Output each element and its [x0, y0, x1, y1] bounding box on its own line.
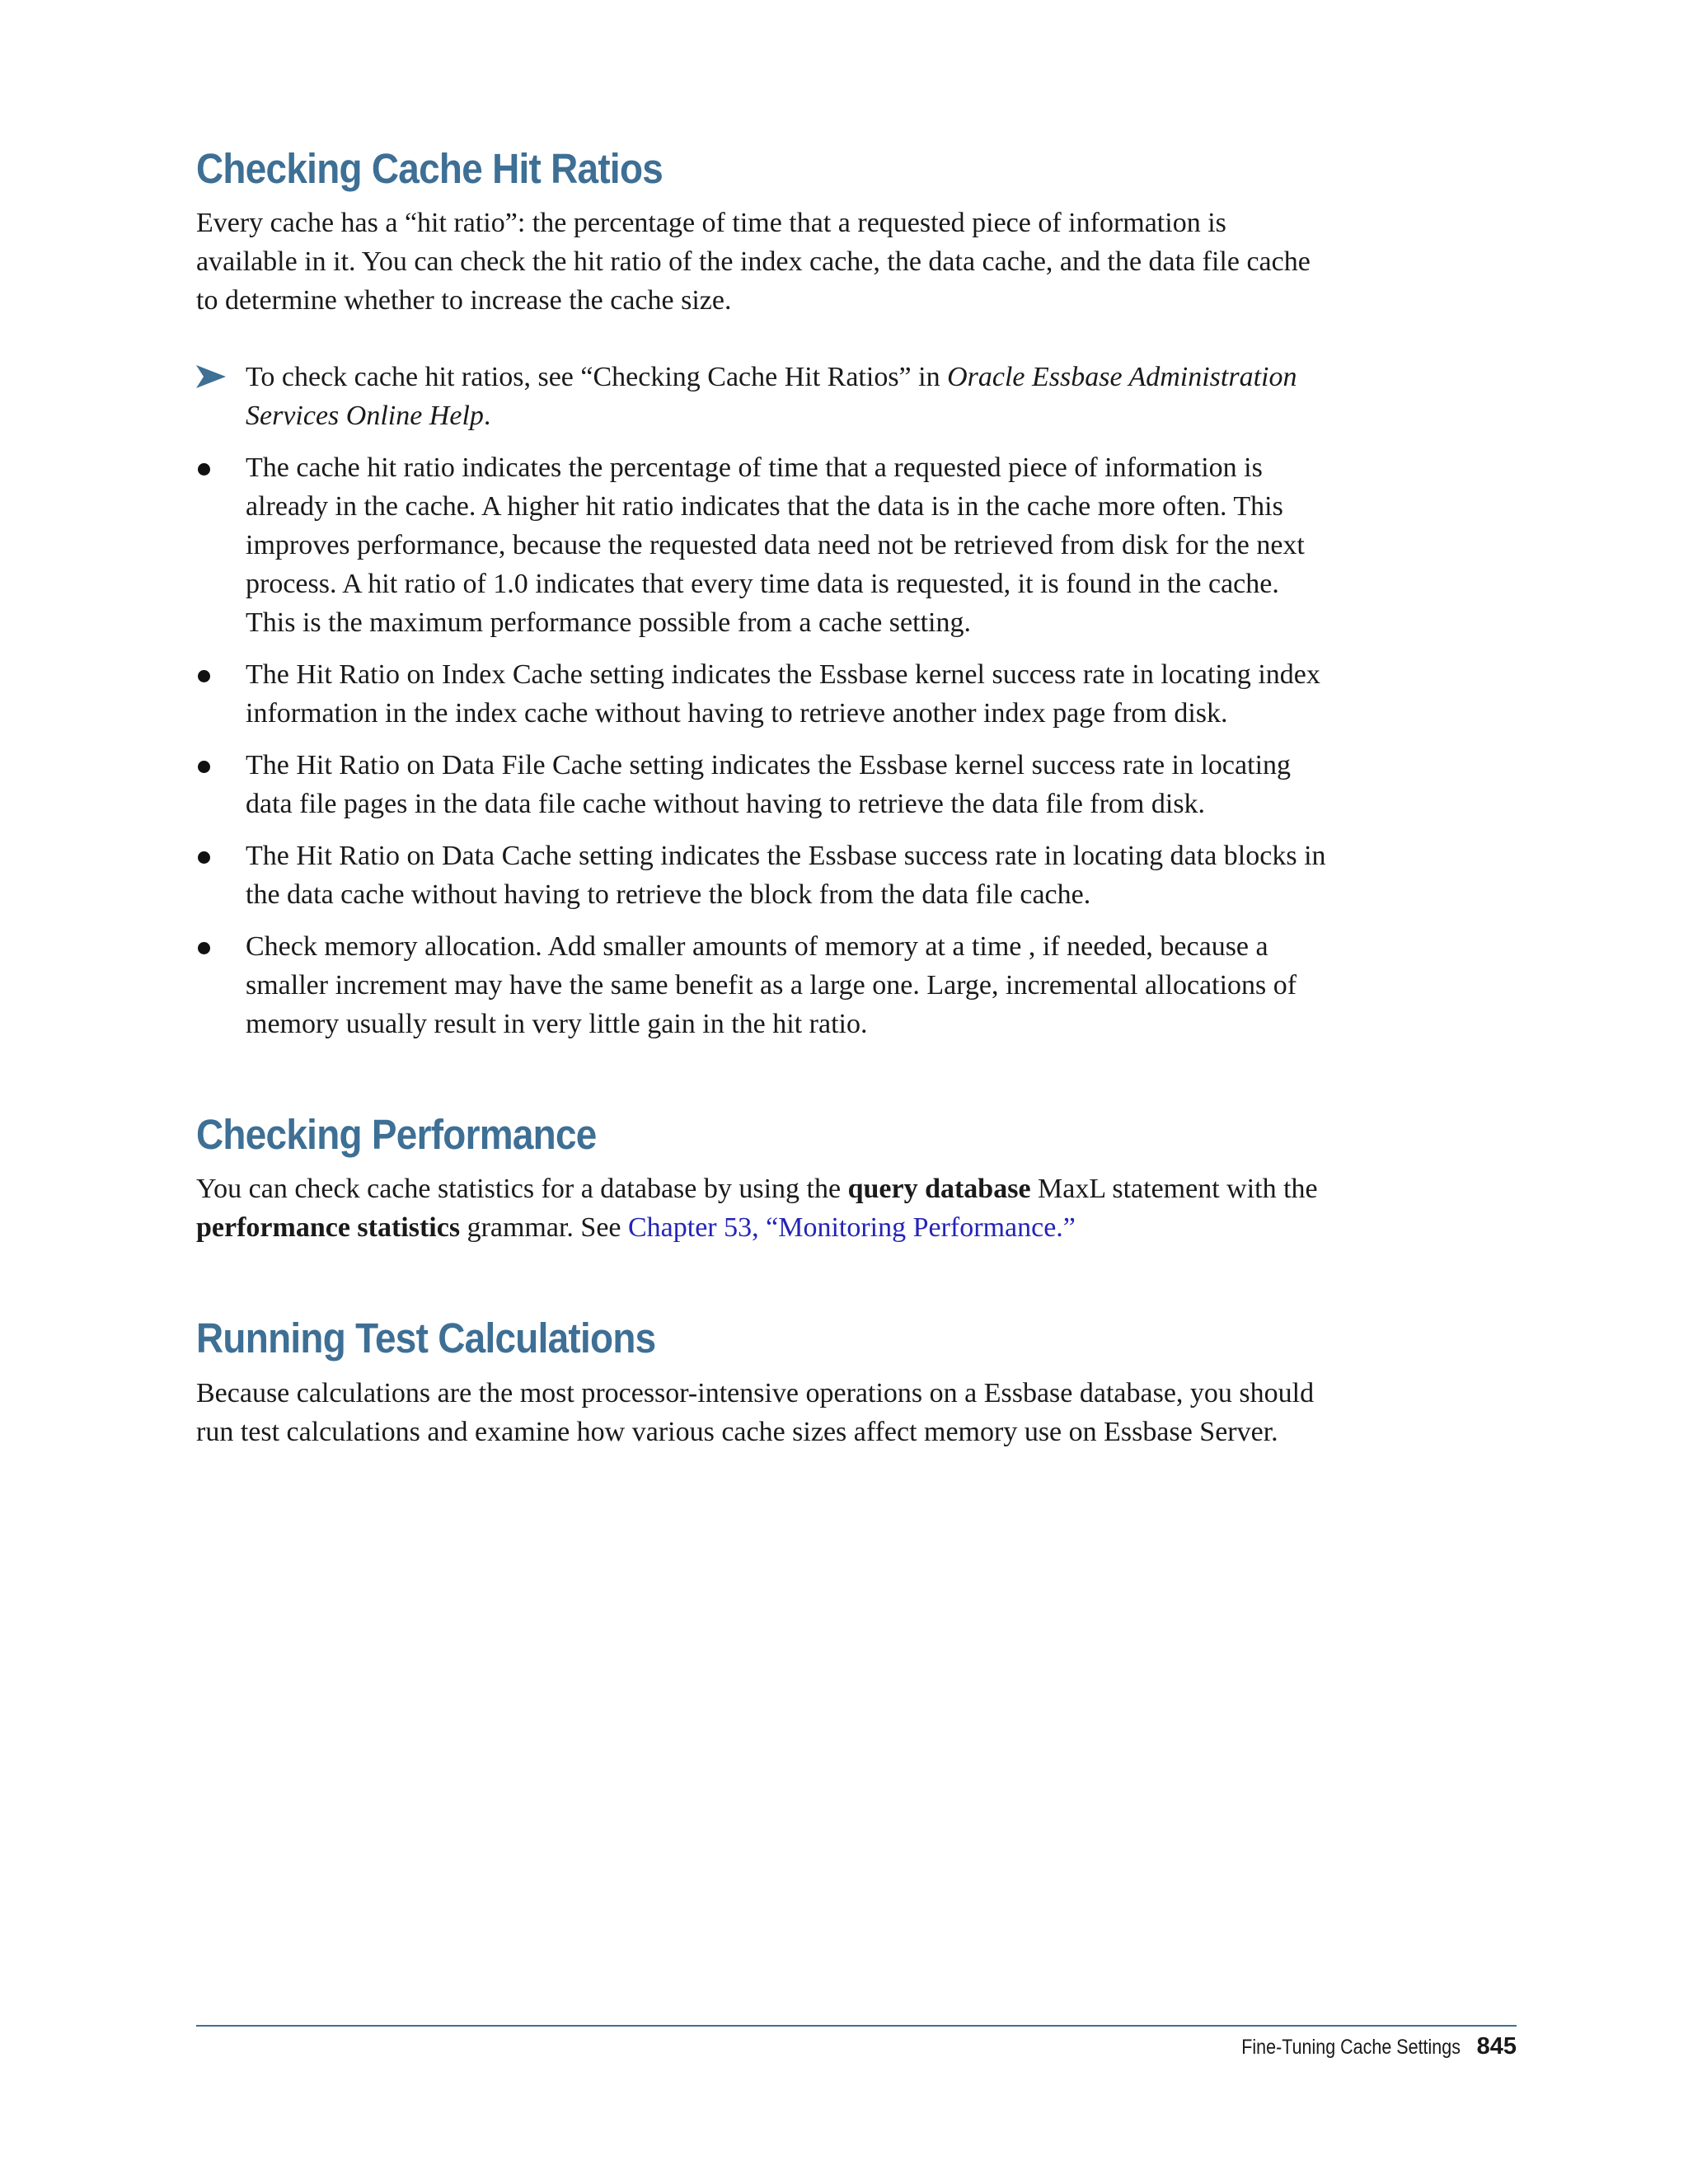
cache-bullet-list: [196, 448, 1329, 1043]
section-checking-cache-hit-ratios: [196, 143, 1329, 1043]
list-item: [196, 746, 1329, 823]
query-database-term: query database: [847, 1174, 1031, 1205]
procedure-suffix: .: [483, 401, 491, 432]
performance-statistics-term: performance statistics: [196, 1212, 461, 1244]
procedure-step: [196, 358, 1329, 435]
page-content: [196, 143, 1329, 1451]
performance-paragraph: [196, 1169, 1329, 1247]
section-checking-performance: [196, 1109, 1329, 1247]
heading-checking-cache-hit-ratios: Checking Cache Hit Ratios: [196, 145, 663, 192]
bullet-icon: [198, 942, 210, 954]
list-item: [196, 927, 1329, 1043]
heading-checking-performance: Checking Performance: [196, 1111, 597, 1159]
page-footer: [1206, 2033, 1517, 2060]
list-item: [196, 655, 1329, 733]
bullet-icon: [198, 670, 210, 682]
bullet-text: Check memory allocation. Add smaller amounts of memory at a time , if needed, because a smaller increment may have the same benefit as a large one. Large, incremental allocations of memory usually result in very little gain in the hit ratio.: [246, 931, 1297, 1040]
list-item: [196, 837, 1329, 914]
cache-intro-paragraph: Every cache has a “hit ratio”: the percentage of time that a requested piece of information is available in it. You can check the hit ratio of the index cache, the data cache, and the data file cache to determine whether to increase the cache size.: [196, 208, 1311, 316]
list-item: [196, 448, 1329, 642]
procedure-prefix: To check cache hit ratios, see “Checking Cache Hit Ratios” in: [246, 362, 948, 393]
test-calc-paragraph: Because calculations are the most processor-intensive operations on a Essbase database, you should run test calculations and examine how various cache sizes affect memory use on Essbase Server.: [196, 1377, 1315, 1447]
footer-chapter-title: Fine-Tuning Cache Settings: [1240, 2036, 1461, 2059]
heading-running-test-calculations: Running Test Calculations: [196, 1315, 656, 1362]
performance-text-1: You can check cache statistics for a database by using the: [196, 1174, 848, 1205]
bullet-text: The cache hit ratio indicates the percentage of time that a requested piece of information is already in the cache. A higher hit ratio indicates that the data is in the cache more often. This improves performance, because the requested data need not be retrieved from disk for the next process. A hit ratio of 1.0 indicates that every time data is requested, it is found in the cache. This is the maximum performance possible from a cache setting.: [246, 452, 1305, 639]
bullet-icon: [198, 761, 210, 773]
bullet-text: The Hit Ratio on Data Cache setting indicates the Essbase success rate in locating data blocks in the data cache without having to retrieve the block from the data file cache.: [246, 841, 1326, 911]
bullet-icon: [198, 463, 210, 476]
bullet-text: The Hit Ratio on Data File Cache setting indicates the Essbase kernel success rate in locating data file pages in the data file cache without having to retrieve the data file from disk.: [246, 750, 1292, 820]
performance-text-3: grammar. See: [460, 1212, 628, 1244]
monitoring-performance-link[interactable]: Chapter 53, “Monitoring Performance.”: [628, 1212, 1076, 1244]
bullet-icon: [198, 851, 210, 864]
procedure-text: [246, 358, 1329, 435]
bullet-text: The Hit Ratio on Index Cache setting indicates the Essbase kernel success rate in locating index information in the index cache without having to retrieve another index page from disk.: [246, 659, 1320, 729]
page-number: 845: [1476, 2033, 1517, 2060]
section-running-test-calculations: [196, 1313, 1329, 1451]
procedure-arrow-icon: [196, 358, 246, 435]
footer-rule: [196, 2025, 1517, 2027]
performance-text-2: MaxL statement with the: [1030, 1174, 1318, 1205]
procedure-doc-title: Oracle Essbase Administration Services Online Help: [246, 362, 1297, 432]
